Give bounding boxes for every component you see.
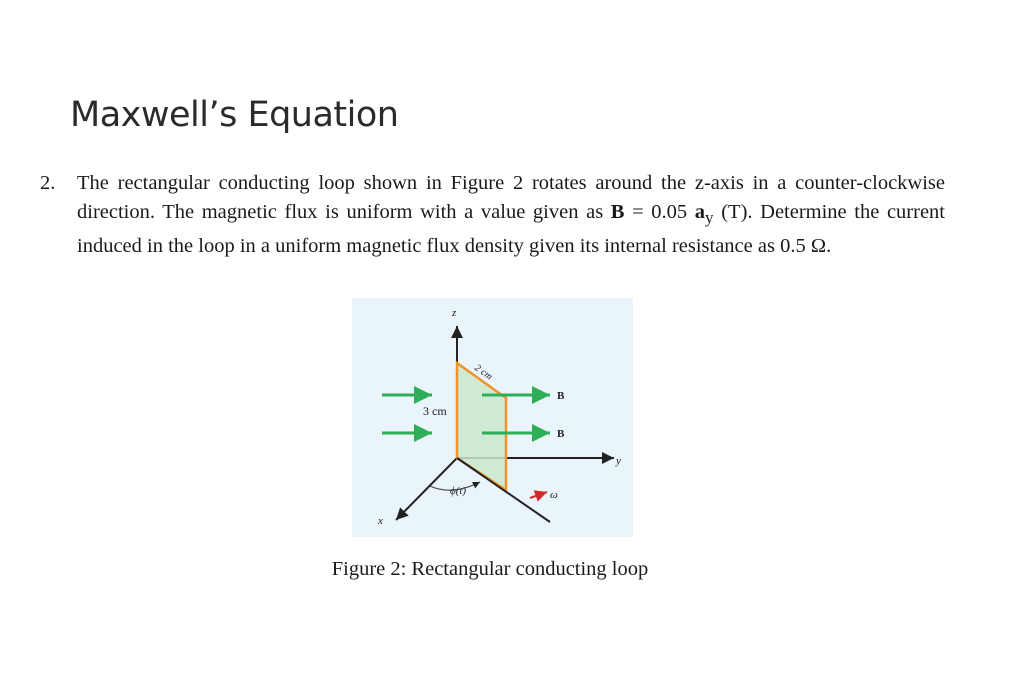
field-label-top: B — [557, 390, 565, 402]
problem-text-part1: The rectangular conducting loop shown in Figure 2 rotates around the z-axis in a counter-clockwise direction. The magnetic flux is uniform with a value given as — [77, 172, 945, 223]
problem-number: 2. — [40, 172, 56, 194]
y-axis-label: y — [616, 455, 621, 467]
omega-label: ω — [550, 489, 558, 501]
x-axis-label: x — [378, 515, 383, 527]
figure-2 — [352, 298, 633, 537]
omega-arrow — [530, 492, 547, 498]
angle-label: ϕ(t) — [450, 485, 467, 497]
problem-text-part2: = 0.05 — [624, 201, 695, 223]
height-label: 3 cm — [423, 404, 447, 418]
width-label: 2 cm — [472, 362, 495, 383]
figure-caption: Figure 2: Rectangular conducting loop — [331, 558, 649, 580]
field-label-bottom: B — [557, 428, 565, 440]
x-axis — [396, 458, 457, 520]
unit-vector-symbol: a — [694, 201, 706, 223]
problem-text — [77, 169, 945, 261]
z-axis-label: z — [452, 307, 457, 319]
unit-vector-subscript: y — [705, 208, 714, 228]
loop-diagram — [352, 298, 633, 537]
b-field-symbol: B — [610, 201, 625, 223]
conducting-loop — [457, 363, 506, 490]
problem-text-part3: (T). Determine the current induced in the loop in a uniform magnetic flux density given its internal resistance as 0.5 Ω. — [77, 201, 945, 258]
slide-title: Maxwell’s Equation — [70, 95, 399, 135]
problem-statement — [40, 169, 945, 261]
